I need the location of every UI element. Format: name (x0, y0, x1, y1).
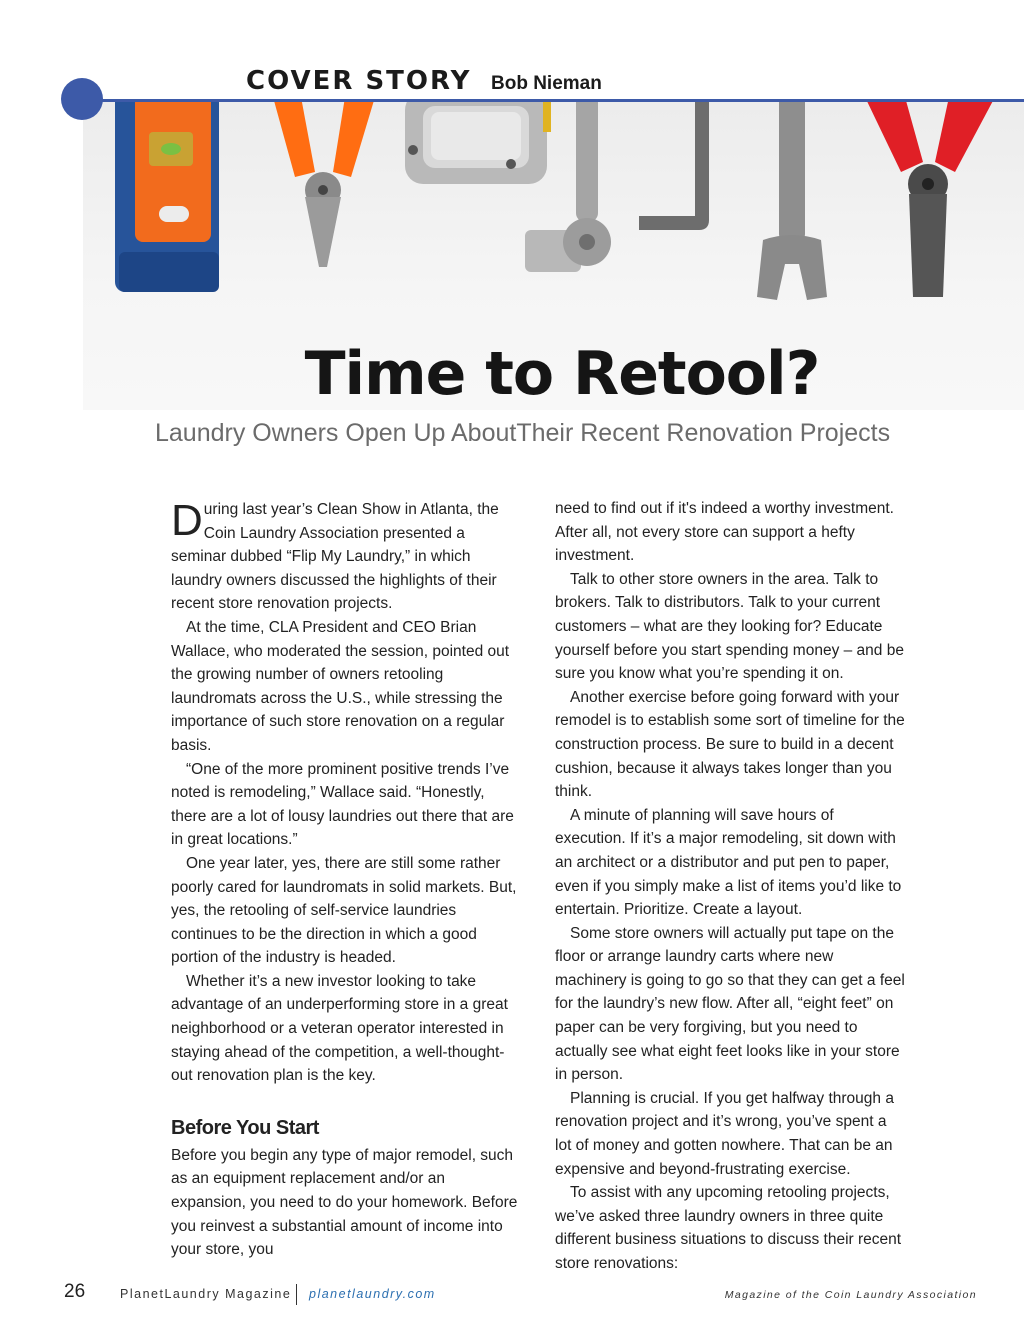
hex-key-image (639, 102, 709, 230)
magazine-name: PlanetLaundry Magazine (120, 1287, 292, 1301)
header-accent-dot (61, 78, 103, 120)
paragraph: “One of the more prominent positive trends I’ve noted is remodeling,” Wallace said. “Honestly, there are a lot of lousy laundries out there that are in great locations.” (171, 760, 514, 849)
paragraph: Talk to other store owners in the area. Talk to brokers. Talk to distributors. Talk to your current customers – what are they looking for? Educate yourself before you start spending money – and be sure you know what you’re spending it on. (555, 570, 904, 683)
paragraph: One year later, yes, there are still some rather poorly cared for laundromats in solid markets. But, yes, the retooling of self-service laundries continues to be the direction in which a good portion of the industry is headed. (171, 854, 517, 967)
section-heading: Before You Start (171, 1116, 319, 1139)
paragraph: A minute of planning will save hours of execution. If it’s a major remodeling, sit down with an architect or a distributor and put pen to paper, even if you simply make a list of items you’d like to entertain. Prioritize. Create a layout. (555, 806, 902, 919)
paragraph: Some store owners will actually put tape on the floor or arrange laundry carts where new machinery is going to go so that they can get a feel for the laundry’s new flow. After all, “eight feet” on paper can be very forgiving, but you need to actually see what eight feet looks like in your store in person. (555, 924, 905, 1084)
paragraph: Planning is crucial. If you get halfway through a renovation project and it’s wrong, you’ve spent a lot of money and gotten nowhere. That can be an expensive and beyond-frustrating exercise. (555, 1089, 894, 1178)
tape-measure-image (405, 102, 551, 184)
page-number: 26 (64, 1281, 86, 1302)
website-link[interactable]: planetlaundry.com (309, 1287, 436, 1301)
paragraph: To assist with any upcoming retooling projects, we’ve asked three laundry owners in three quite different business situations to discuss their recent store renovations: (555, 1184, 902, 1272)
header-rule (98, 99, 1024, 102)
footer-divider (296, 1284, 297, 1305)
paragraph: need to find out if it's indeed a worthy investment. After all, not every store can support a hefty investment. (555, 500, 894, 565)
article-title: Time to Retool? (304, 339, 820, 409)
article-subtitle: Laundry Owners Open Up AboutTheir Recent Renovation Projects (155, 419, 891, 447)
spirit-level-image (115, 102, 219, 292)
drop-cap: D (171, 496, 203, 545)
paragraph: Another exercise before going forward with your remodel is to establish some sort of timeline for the construction process. Be sure to build in a decent cushion, because it always takes longer than you think. (555, 688, 905, 801)
article-column-2 (555, 497, 907, 1276)
association-tagline: Magazine of the Coin Laundry Association (724, 1289, 977, 1301)
author-byline: Bob Nieman (491, 73, 602, 94)
paragraph: At the time, CLA President and CEO Brian Wallace, who moderated the session, pointed out the growing number of owners retooling laundromats across the U.S., while stressing the importance of such store renovation on a regular basis. (171, 618, 510, 754)
paragraph: During last year’s Clean Show in Atlanta, the Coin Laundry Association presented a seminar dubbed “Flip My Laundry,” in which laundry owners discussed the highlights of their recent store renovation projects. (171, 496, 499, 613)
paragraph: Whether it’s a new investor looking to take advantage of an underperforming store in a great neighborhood or a veteran operator interested in staying ahead of the competition, a well-thought-out renovation plan is the key. (171, 972, 508, 1085)
pliers-image (865, 102, 995, 297)
wire-cutters-image (273, 102, 375, 267)
wrench-image (757, 102, 827, 300)
article-column-1 (171, 498, 521, 1262)
paragraph: Before you begin any type of major remodel, such as an equipment replacement and/or an expansion, you need to do your homework. Before you reinvest a substantial amount of income into your store, you (171, 1146, 518, 1259)
section-label: COVER STORY (246, 66, 472, 96)
